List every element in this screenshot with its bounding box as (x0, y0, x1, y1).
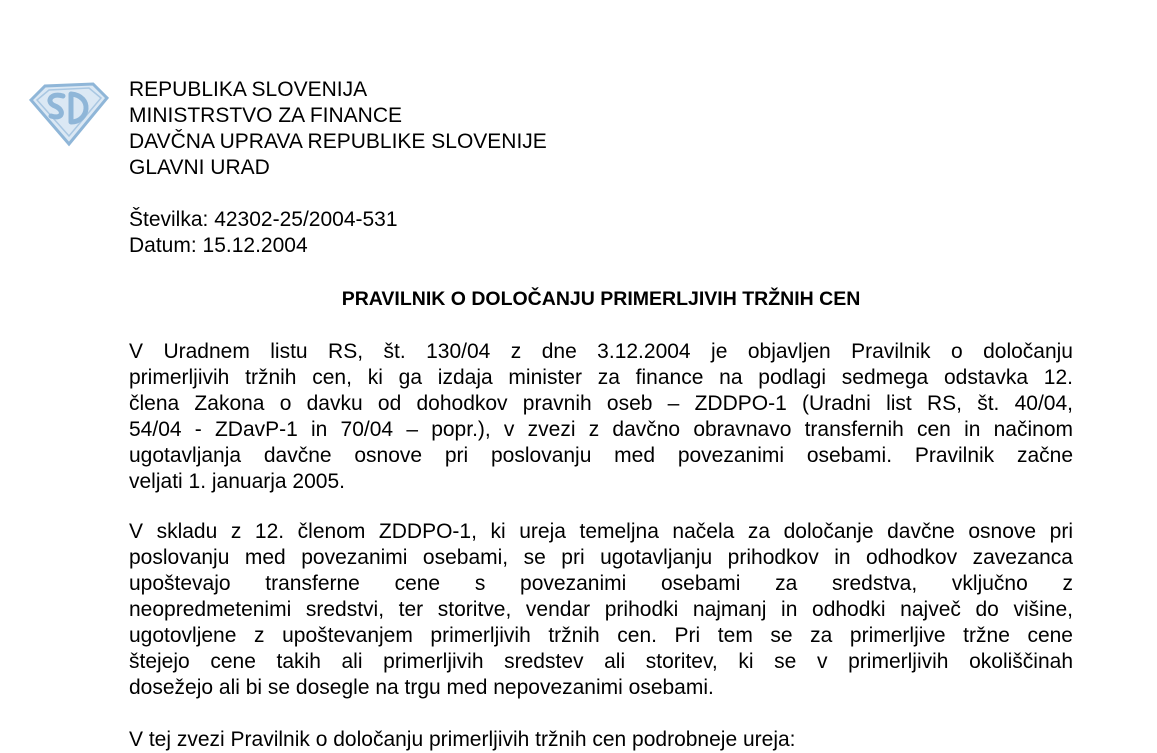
paragraph-line: 54/04 - ZDavP-1 in 70/04 – popr.), v zvezi z davčno obravnavo transfernih cen in načinom (129, 418, 1073, 441)
letterhead-line-ministry: MINISTRSTVO ZA FINANCE (129, 104, 403, 127)
document-date: Datum: 15.12.2004 (129, 234, 308, 257)
letterhead-line-tax-admin: DAVČNA UPRAVA REPUBLIKE SLOVENIJE (129, 130, 547, 153)
paragraph-2 (129, 519, 1073, 701)
paragraph-line: člena Zakona o davku od dohodkov pravnih oseb – ZDDPO-1 (Uradni list RS, št. 40/04, (129, 392, 1073, 415)
paragraph-line: V skladu z 12. členom ZDDPO-1, ki ureja temeljna načela za določanje davčne osnove pri (129, 520, 1073, 543)
paragraph-1 (129, 339, 1073, 495)
paragraph-line: V Uradnem listu RS, št. 130/04 z dne 3.12.2004 je objavljen Pravilnik o določanju (129, 340, 1073, 363)
paragraph-line: poslovanju med povezanimi osebami, se pri ugotavljanju prihodkov in odhodkov zavezanca (129, 546, 1073, 569)
paragraph-line: primerljivih tržnih cen, ki ga izdaja minister za finance na podlagi sedmega odstavka 12. (129, 366, 1073, 389)
letterhead-line-office: GLAVNI URAD (129, 156, 270, 179)
document-meta (129, 207, 398, 259)
letterhead-line-republic: REPUBLIKA SLOVENIJA (129, 78, 368, 101)
paragraph-line: upoštevajo transferne cene s povezanimi osebami za sredstva, vključno z (129, 572, 1073, 595)
document-number: Številka: 42302-25/2004-531 (129, 208, 398, 231)
paragraph-line: štejejo cene takih ali primerljivih sredstev ali storitev, ki se v primerljivih okoliščinah (129, 650, 1073, 673)
letterhead (129, 77, 547, 181)
paragraph-line: ugotovljene z upoštevanjem primerljivih tržnih cen. Pri tem se za primerljive tržne cene (129, 624, 1073, 647)
paragraph-3 (129, 727, 1073, 753)
document-title: PRAVILNIK O DOLOČANJU PRIMERLJIVIH TRŽNIH CEN (341, 288, 861, 310)
durs-logo-icon (27, 78, 111, 148)
paragraph-line: dosežejo ali bi se dosegle na trgu med nepovezanimi osebami. (129, 676, 714, 699)
paragraph-line: neopredmetenimi sredstvi, ter storitve, vendar prihodki najmanj in odhodki največ do višine, (129, 598, 1073, 621)
paragraph-line: V tej zvezi Pravilnik o določanju primerljivih tržnih cen podrobneje ureja: (129, 728, 796, 751)
paragraph-line: veljati 1. januarja 2005. (129, 470, 345, 493)
paragraph-line: ugotavljanja davčne osnove pri poslovanju med povezanimi osebami. Pravilnik začne (129, 444, 1073, 467)
